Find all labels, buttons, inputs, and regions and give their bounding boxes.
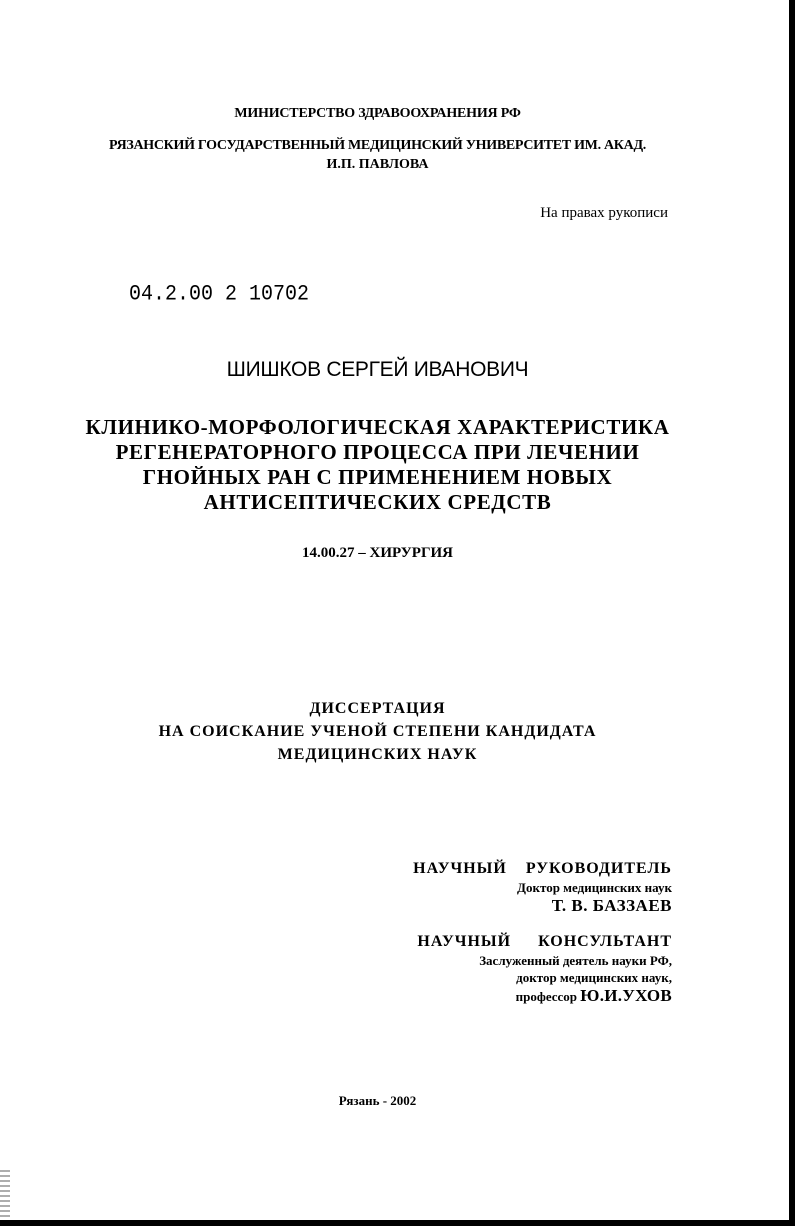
specialty-code: 14.00.27 – ХИРУРГИЯ [301, 545, 453, 561]
dissertation-title [0, 415, 755, 515]
title-line: РЕГЕНЕРАТОРНОГО ПРОЦЕССА ПРИ ЛЕЧЕНИИ [115, 440, 640, 464]
consultant-name: Ю.И.УХОВ [580, 986, 672, 1005]
dissertation-line: НА СОИСКАНИЕ УЧЕНОЙ СТЕПЕНИ КАНДИДАТА [158, 723, 597, 740]
title-line: КЛИНИКО-МОРФОЛОГИЧЕСКАЯ ХАРАКТЕРИСТИКА [85, 415, 670, 439]
consultant-name-line [516, 986, 672, 1006]
author-name: ШИШКОВ СЕРГЕЙ ИВАНОВИЧ [226, 358, 529, 381]
title-line: ГНОЙНЫХ РАН С ПРИМЕНЕНИЕМ НОВЫХ [142, 465, 613, 489]
university-name-line1: РЯЗАНСКИЙ ГОСУДАРСТВЕННЫЙ МЕДИЦИНСКИЙ УНИВЕРСИТЕТ ИМ. АКАД. [109, 138, 646, 153]
scan-border-right [789, 0, 795, 1226]
title-line: АНТИСЕПТИЧЕСКИХ СРЕДСТВ [203, 490, 552, 514]
supervisor-name: Т. В. БАЗЗАЕВ [551, 896, 672, 915]
supervisor-role: НАУЧНЫЙ РУКОВОДИТЕЛЬ [413, 860, 672, 877]
consultant-title-line2: доктор медицинских наук, [516, 970, 672, 985]
university-name-line2: И.П. ПАВЛОВА [326, 157, 429, 172]
dissertation-line: МЕДИЦИНСКИХ НАУК [277, 746, 478, 763]
scan-border-bottom [0, 1220, 795, 1226]
dissertation-type [0, 697, 755, 766]
ministry-header: МИНИСТЕРСТВО ЗДРАВООХРАНЕНИЯ РФ [234, 106, 521, 121]
consultant-position: профессор [515, 989, 578, 1004]
dissertation-line: ДИССЕРТАЦИЯ [309, 700, 446, 717]
consultant-title-line1: Заслуженный деятель науки РФ, [479, 953, 672, 968]
scan-noise [0, 1170, 10, 1220]
registration-stamp: 04.2.00 2 10702 [129, 281, 310, 308]
manuscript-rights-note: На правах рукописи [540, 205, 668, 221]
consultant-role: НАУЧНЫЙ КОНСУЛЬТАНТ [417, 933, 672, 950]
supervisor-degree: Доктор медицинских наук [517, 880, 672, 895]
city-year: Рязань - 2002 [338, 1093, 417, 1108]
